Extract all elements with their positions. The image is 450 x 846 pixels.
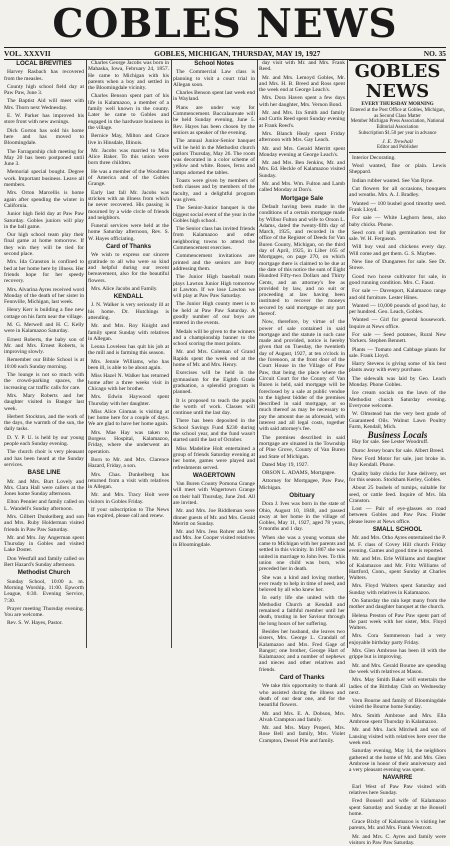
news-item: day visit with Mr. and Mrs. Frank Reed. <box>259 60 345 73</box>
column-2 <box>88 60 169 648</box>
membership-notice: Member Michigan Press Association, National Editorial Association <box>350 119 445 131</box>
news-item: Mr. and Mrs. Tracy Holt were visitors in Gobles Friday. <box>88 492 169 505</box>
news-item: Helena Preston of Paw Paw spent part of the past week with her sister, Mrs. Floyd Walters. <box>349 612 446 632</box>
news-item: Mrs. Smith Ambrose and Mrs. Ella Ambrose spent Thursday in Kalamazoo. <box>349 712 446 726</box>
section-heading: Methodist Church <box>17 569 71 577</box>
news-item: Dated May 19, 1927. <box>262 461 309 468</box>
news-item: Mr. and Mrs. Wm. Fulton and Lamb called Monday at Don's. <box>259 181 345 194</box>
news-item: Harvey Rasbach has recovered from the measles. <box>4 69 84 82</box>
news-item: Hay for sale. See Lester Woodruff. <box>352 439 429 446</box>
news-item: Grace Bixby of Kalamazoo is visiting her parents, Mr. and Mrs. Frank Westcott. <box>349 819 446 832</box>
news-item: Mr. and Mrs. Burt Lovely and Mrs. Clara Hall were callers at the Jones home Sunday afternoon. <box>4 478 84 498</box>
news-item: Mr. and Mrs. Mary Properi, Mrs. Rose Bell and family, Mrs. Violet Crampton, Dessel Pile and family. <box>259 725 345 744</box>
news-item: Commencement invitations are printed and the seniors are busy addressing them. <box>173 253 255 272</box>
column-1 <box>4 60 84 648</box>
news-item: Henry Kerr is building a fine new cottage on his farm near the village. <box>4 307 84 320</box>
news-item: Default having been made in the conditions of a certain mortgage made by Wilbur Fulton and wife to Orson L. Adams, dated the twenty-fifth day of March, 1925, and recorded in the office of the Register of Deeds for Van Buren County, Michigan, on the third day of April, 1925, in Liber 165 of Mortgages, on page 270, on which mortgage there is claimed to be due at the date of this notice the sum of Eight Hundred Fifty-two Dollars and Thirty Cents, and an attorney's fee as provided by law, and no suit or proceeding at law having been instituted to recover the moneys secured by said mortgage or any part thereof. <box>259 203 345 317</box>
place-date: GOBLES, MICHIGAN, THURSDAY, MAY 19, 1927 <box>154 49 321 58</box>
news-item: Mrs. Alice Jacobs and Family. <box>91 285 158 292</box>
news-item: Mrs. Mary Roberts and her daughter visited in Bangor last week. <box>4 392 84 412</box>
business-locals <box>349 432 446 846</box>
news-item: Charles Benson spent part of his life in Kalamazoo, a member of a family well known in the county. Later he came to Gobles and engaged in the hardware business in the village. <box>88 93 169 131</box>
news-item: Mr. and Mrs. Roy Knight and family spent Sunday with relatives in Allegan. <box>88 323 169 342</box>
gobles-news-subtitle: EVERY THURSDAY MORNING <box>361 102 434 107</box>
news-item: Rev. S. W. Hayes, Pastor. <box>7 620 63 627</box>
news-item: Mr. and Mrs. C. Ayres and family were visitors in Paw Paw Saturday. <box>349 833 446 846</box>
news-item: Wool wanted, fine or plain. Lewis Sheppard. <box>349 163 446 176</box>
news-item: M. G. Merwell and H. C. Kelly were in Kalamazoo Saturday. <box>4 321 84 335</box>
news-item: Mrs. Chas. Dunkelberg has returned from a visit with relatives in Allegan. <box>88 471 169 491</box>
news-item: Seed corn of high germination test for sale. W. H. Ferguson. <box>349 229 446 243</box>
news-item: Mrs. Cora Summerson had a very enjoyable birthday party Friday. <box>349 633 446 646</box>
news-item: Toasts were given by members of both classes and by members of the faculty, and a delightful program was given. <box>173 178 255 203</box>
news-item: She was a kind and loving mother, ever ready to help in time of need, and beloved by all who knew her. <box>259 574 345 594</box>
news-item: Vern Bourne and family of Bloomingdale visited the Bourne home Sunday. <box>349 698 446 711</box>
issue-number: NO. 35 <box>423 49 446 58</box>
news-item: The Senior-Junior banquet is the biggest social event of the year in the Gobles high school. <box>173 205 256 224</box>
news-item: The Farragutship club meeting for May 20 has been postponed until June 3. <box>4 148 84 168</box>
news-item: Mr. and Mrs. Coleman of Grand Rapids spent the week end at the home of Mr. and Mrs. Henry. <box>173 349 255 369</box>
news-item: Mr. and Mrs. Lemoyd Gobles, Mr. and Mrs. H. B. Breed and Ross spent the week end at George Leach's. <box>259 74 345 94</box>
news-item: Prayer meeting Thursday evening. You are welcome. <box>4 605 84 619</box>
news-item: Miss Madeline Holt entertained a group of friends Saturday evening at her home, games were played and refreshments served. <box>173 445 255 471</box>
news-item: We take this opportunity to thank all who assisted during the illness and death of our dear one, and for the beautiful flowers. <box>259 683 345 709</box>
news-item: The Baptist Aid will meet with Mrs. Thorn next Wednesday. <box>4 98 84 111</box>
news-item: The church choir is very pleasant and has been heard at the Sunday services. <box>4 449 84 468</box>
news-item: Don Westfall and family called on Bert Hazard's Sunday afternoon. <box>4 555 84 569</box>
news-item: Besides her husband, she leaves two sisters, Mrs. George L. Crandall of Kalamazoo and Mrs. Fred Gage of Bangor; one brother, George Hart of Kalamazoo; and a number of nephews and nieces and other relatives and friends. <box>259 628 345 673</box>
news-item: Mr. Jacobs was married to Miss Alice Baker. To this union were born three children. <box>88 147 169 167</box>
news-item: Harry Stevens is giving some of his best plants away with every purchase. <box>349 361 446 374</box>
news-item: Elton Pennier and family called on L. Wandell's Sunday afternoon. <box>4 499 84 512</box>
news-item: Mrs. Dora Haven spent a few days with her daughter, Mrs. Vernon Bond. <box>259 95 345 108</box>
column-3 <box>173 60 255 648</box>
news-item: Will buy veal and chickens every day. Will come and get them. G. S. Maybee. <box>349 244 446 257</box>
news-item: Mr. and Mrs. Erle Williams and daughter of Kalamazoo and Mr. Fritz Williams of Hartford, Conn., spent Sunday at Charles Walters. <box>349 556 446 582</box>
news-item: Born to Mr. and Mrs. Clarence Hazard, Friday, a son. <box>88 456 169 470</box>
gobles-news-box <box>349 60 446 153</box>
column-5 <box>349 60 446 846</box>
news-item: New line of Dungarees for sale. See Dr. Stowe. <box>349 259 446 272</box>
section-heading: School Notes <box>194 60 234 67</box>
news-item: Duroc Jersey boars for sale. Albert Breed. <box>352 447 445 454</box>
news-item: Dora J. Ives was born in the state of Ohio, August 10, 1848, and passed away at her home in the village of Gobles, May 11, 1927, aged 78 years, 9 months and 1 day. <box>259 501 345 533</box>
news-item: The premises described in said mortgage are situated in the Township of Pine Grove, County of Van Buren and State of Michigan. <box>259 434 345 460</box>
news-item: Junior high field day at Paw Paw Saturday. Gobles juniors will play in the ball game. <box>4 211 84 230</box>
news-item: Attorney for Mortgagee, Paw Paw, Michigan. <box>259 478 345 491</box>
news-item: Memorial special bought. Degree work. Important business. Leave all members. <box>4 169 84 189</box>
news-item: Mrs. Blanch Healy spent Friday afternoon with Mrs. Gay Leach. <box>259 130 345 144</box>
news-item: D. Y. P. U. is held by our young people each Sunday evening. <box>4 434 84 448</box>
news-item: Dick Gorton has sold his home here and has moved to Bloomingdale. <box>4 127 84 147</box>
gobles-news-title: GOBLES NEWS <box>354 61 441 102</box>
news-item: Ice cream socials on the lawn of the Methodist church Saturday evening. Everyone welcome. <box>349 390 446 409</box>
news-item: Saturday evening, May 14, the neighbors gathered at the home of Mr. and Mrs. Glen Ambrose in honor of their anniversary and a very pleasant evening was spent. <box>349 748 446 774</box>
news-item: Wanted — 100 bushel good timothy seed. Frank Lloyd. <box>349 200 446 213</box>
article-columns <box>4 60 446 846</box>
news-item: We wish to express our sincere gratitude to all who were so kind and helpful during our recent bereavement, also for the beautiful flowers. <box>88 252 169 284</box>
news-item: Exercises will be held in the gymnasium for the Eighth Grade graduation, a splendid program is planned. <box>173 370 255 396</box>
news-item: Funeral services were held at the home Saturday afternoon, Rev. S. W. Hayes officiating. <box>88 223 169 242</box>
news-item: Mr. and Mrs. Ira Smith and family and Curtis Reed spent Sunday evening at Frank Reed's. <box>259 110 345 129</box>
editor-role: Editor and Publisher <box>376 145 419 151</box>
section-heading: LOCAL BREVITIES <box>16 60 72 67</box>
news-item: Mr. and Mrs. Jack Mitchell and son of Lansing visited with relatives here over the week end. <box>349 727 446 746</box>
news-item: Mr. and Mrs. Gerald Bourne are spending the week with relatives at Mason. <box>349 662 446 675</box>
news-item: Mrs. Floyd Walters spent Saturday and Sunday with relatives in Kalamazoo. <box>349 583 446 596</box>
news-item: Mrs. Orton Marcellis is home again after spending the winter in California. <box>4 190 84 209</box>
news-item: Mr. and Mrs. E. A. Dobson, Mrs. Alvah Crampton and family. <box>259 710 345 723</box>
news-item: The Senior class has invited friends from Kalamazoo and other neighboring towns to attend the Commencement exercises. <box>173 226 255 252</box>
news-item: Fred Bonsell and wife of Kalamazoo spent Saturday and Sunday at the Bonsell home. <box>349 798 446 817</box>
news-item: Indian rubber wanted. See Van Ryne. <box>352 177 434 184</box>
news-item: Lost — Pair of eye-glasses on road between Gobles and Paw Paw. Finder please leave at News office. <box>349 506 446 525</box>
news-item: It is proposed to teach the pupils the worth of work. Classes will continue until the last day. <box>173 397 255 417</box>
news-item: Mrs. Alvarina Ayres received word Monday of the death of her sister in Fennville, Michigan, last week. <box>4 286 84 306</box>
column-4 <box>259 60 345 744</box>
news-item: Remember our Bible School is at 10:00 each Sunday morning. <box>4 357 84 370</box>
news-item: Ernest Roberts, the baby son of Mr. and Mrs. Ernest Roberts, is improving slowly. <box>4 336 84 356</box>
subscription-rates: Subscription $1.50 per year in advance <box>358 130 437 136</box>
news-item: The annual Junior-Senior banquet will be held in the Methodist church parlors Thursday, May 26. The room was decorated in a color scheme of yellow and white. Roses, ferns and lamps adorned the tables. <box>173 138 255 176</box>
news-item: Mr. and Mrs. Gerald Merritt spent Monday evening at George Leach's. <box>259 145 345 158</box>
news-item: Mr. and Mrs. Joe Riddleman were dinner guests of Mr. and Mrs. Gerald Merritt on Sunday. <box>173 508 255 527</box>
news-item: Mrs. Ida Cranston is confined to bed at her home here by illness. Her friends hope for her speedy recovery. <box>4 259 84 285</box>
section-heading: Card of Thanks <box>279 674 325 682</box>
news-item: Mrs. Mae Hay was taken to Borgess Hospital, Kalamazoo, Friday, where she underwent an operation. <box>88 429 169 455</box>
news-item: If your subscription to The News has expired, please call and renew. <box>88 507 169 520</box>
news-item: The sidewalk was laid by Geo. Leach Monday. Phone Gobles. <box>349 375 446 389</box>
news-item: Bernice May, Milton and Grace live in Hinsdale, Illinois. <box>88 133 169 146</box>
news-item: Cut flowers for all occasions, bouquets and wreaths. Mrs. A. J. Bradley. <box>349 186 446 199</box>
news-item: About 25 bushels of turnips, suitable for seed, or cattle feed. Inquire of Mrs. Ida Cranston. <box>349 485 446 504</box>
masthead: COBLES NEWS <box>52 1 398 47</box>
news-item: On Saturday the rain kept many from the mother and daughter banquet at the church. <box>349 597 446 611</box>
dateline <box>4 47 446 60</box>
news-item: The lounge is not so much with the crowd-parking spaces, the increasing car traffic calls for care. <box>4 372 84 391</box>
news-item: Earl West of Paw Paw visited with relatives here Sunday. <box>349 783 446 796</box>
news-item: Wanted — Girl for general housework. Inquire at News office. <box>349 317 446 330</box>
news-item: E. W. Parker has improved his store front with new awnings. <box>4 113 84 126</box>
entered-notice: Entered at the Post Office at Gobles, Michigan, as Second Class Matter <box>350 107 445 119</box>
section-heading: NAVARRE <box>382 774 413 782</box>
news-item: For sale — Davenport, Kalamazoo range and old furniture. Lester Hines. <box>349 288 446 301</box>
section-heading: KENDALL <box>113 293 144 301</box>
gobles-news-items <box>349 155 446 430</box>
news-item: When she was a young woman she came to Michigan with her parents and settled in this vicinity. In 1867 she was united in marriage to John Ives. To this union one child was born, who preceded her in death. <box>259 534 345 573</box>
news-item: Sunday School, 10:00 a. m. Morning Worship, 11:00. Epworth League, 6:30. Evening Service, 7:30. <box>4 578 84 604</box>
section-heading: WAGERTOWN <box>192 471 236 479</box>
news-item: New Ford Motor for sale, just broke in. Roy Kendall. Phone. <box>349 456 446 469</box>
news-item: Mrs. Jennie Williams, who has been ill, is able to be about again. <box>88 358 169 372</box>
news-item: Our high school team play their final game at home tomorrow. If they win they will be tied for second place. <box>4 232 84 258</box>
news-item: Early last fall Mr. Jacobs was stricken with an illness from which he never recovered. His passing is mourned by a wide circle of friends and neighbors. <box>88 189 169 221</box>
news-item: Herbert Stockton, and the work of the days, the warmth of the sun, the daily tasks. <box>4 413 84 433</box>
news-item: For sale — White Leghorn hens, also baby chicks. Phone. <box>349 215 446 228</box>
section-heading: BASE LINE <box>27 469 61 477</box>
news-item: Charles George Jacobs was born in Mahaska, Iowa, February 24, 1857. He came to Michigan with his parents when a boy and settled in the Bloomingdale vicinity. <box>88 60 169 92</box>
news-item: Mr. and Mrs. Jay Angerman spent Thursday in Gobles and visited Lake Doster. <box>4 534 84 554</box>
news-item: The Commercial Law class is planning to visit a court trial in Allegan soon. <box>173 69 255 88</box>
news-item: Mrs. Gilbert Dunkelberg and son and Mrs. Ruby Holderman visited friends in Paw Paw Saturday. <box>4 514 84 533</box>
news-item: Charles Benson spent last week end in Wayland. <box>173 90 255 103</box>
section-heading: Obituary <box>289 492 315 499</box>
section-heading: Mortgage Sale <box>280 194 324 202</box>
news-item: For sale — Seed potatoes, Rural New Yorkers. Stephen Bennett. <box>349 332 446 345</box>
news-item: Good two horse cultivator for sale, in good running condition. Mrs. C. Faust. <box>349 273 446 286</box>
news-item: Miss Hazel N. Walker has returned home after a three weeks visit in Chicago with her brother. <box>88 373 169 392</box>
news-item: ORSON L. ADAMS, Mortgagee. <box>262 470 336 477</box>
news-item: There has been deposited in the School Savings Fund $230 during the school year, and the fund wasn't started until the last of October. <box>173 418 255 444</box>
section-heading: Card of Thanks <box>105 243 152 251</box>
news-item: Leona Loveless has quit his job at the mill and is farming this season. <box>88 344 169 357</box>
news-item: W. Olmstead has the very best grade of Guaranteed Oils. Walnut Lawn Poultry Farm, Kendall, Mich. <box>349 411 446 430</box>
news-item: Interior Decorating. <box>352 154 396 161</box>
news-item: Miss Alice Ginman is visiting at her home here for a couple of days. We are glad to have her home again. <box>88 408 169 428</box>
news-item: Medals will be given to the winners and a championship banner to the school scoring the most points. <box>173 328 255 348</box>
news-item: Van Buren County Pomona Grange will meet with Wagertown Grange on their hall Thursday, June 2nd. All are invited. <box>173 481 255 506</box>
news-item: Mrs. Edwin Haywood spent Thursday with her daughter. <box>88 394 169 407</box>
news-item: County high school field day at Paw Paw, June 3. <box>4 83 84 97</box>
news-item: Plans are under way for Commencement. Baccalaureate will be held Sunday evening, June 5. Rev. Hayes has been chosen by the seniors as speaker of the evening. <box>173 104 255 136</box>
news-item: Quality baby chicks for June delivery, set for this season. Stockham Kerley, Gobles. <box>349 470 446 483</box>
news-item: Wanted — 10,000 pounds of good hay, 4c per hundred. Geo. Leach, Gobles. <box>349 302 446 316</box>
news-item: The Junior High county meet is to be held at Paw Paw Saturday. A goodly number of our boys are entered in the events. <box>173 301 255 327</box>
news-item: Mrs. May Smith Baker will entertain the ladies of the Birthday Club on Wednesday next. <box>349 677 446 696</box>
news-item: J. N. Walker is very seriously ill at his home. Dr. Hutchings is attending. <box>88 302 169 321</box>
news-item: Mrs. Glen Ambrose has been ill with the grippe but is improving. <box>349 648 446 661</box>
news-item: In early life she united with the Methodist Church at Kendall and remained a faithful member until her death, trusting in her Saviour through the long hours of her suffering. <box>259 595 345 627</box>
news-item: Mr. and Mrs. Ben Jenkins, Mr. and Mrs. Ed. Heckle of Kalamazoo visited Sunday. <box>259 160 345 179</box>
news-item: Mr. and Mrs. Otho Ayres entertained the P. M. F. class of Covey Hill church Friday evening. Games and good time is reported. <box>349 535 446 554</box>
news-item: Plants — Tomato and Cabbage plants for sale. Frank Lloyd. <box>349 346 446 359</box>
editor-name: J. E. Trewhall <box>382 138 413 145</box>
volume-label: VOL. XXXVII <box>4 49 51 58</box>
news-item: He was a member of the Woodmen of America and of the Gobles Grange. <box>88 168 169 188</box>
news-item: Now, therefore, by virtue of the power of sale contained in said mortgage and the statute in such case made and provided, notice is hereby given that on Tuesday, the twentieth day of August, 1927, at ten o'clock in the forenoon, at the front door of the Court House in the Village of Paw Paw, that being the place where the Circuit Court for the County of Van Buren is held, said mortgage will be foreclosed by a sale at public vendue to the highest bidder of the premises described in said mortgage, or so much thereof as may be necessary to pay the amount due as aforesaid, with interest and all legal costs, together with said attorney's fee. <box>259 319 345 433</box>
section-heading: Business Locals <box>367 430 428 441</box>
news-item: Mr. and Mrs. Jess Rohrer and Mr. and Mrs. Joe Cooper visited relatives in Bloomingdale. <box>173 529 255 548</box>
section-heading: SMALL SCHOOL <box>372 526 423 534</box>
news-item: The Junior High baseball team plays Lawton Junior High tomorrow at Lawton. If we lose Lawton we will play at Paw Paw Saturday. <box>173 274 255 300</box>
